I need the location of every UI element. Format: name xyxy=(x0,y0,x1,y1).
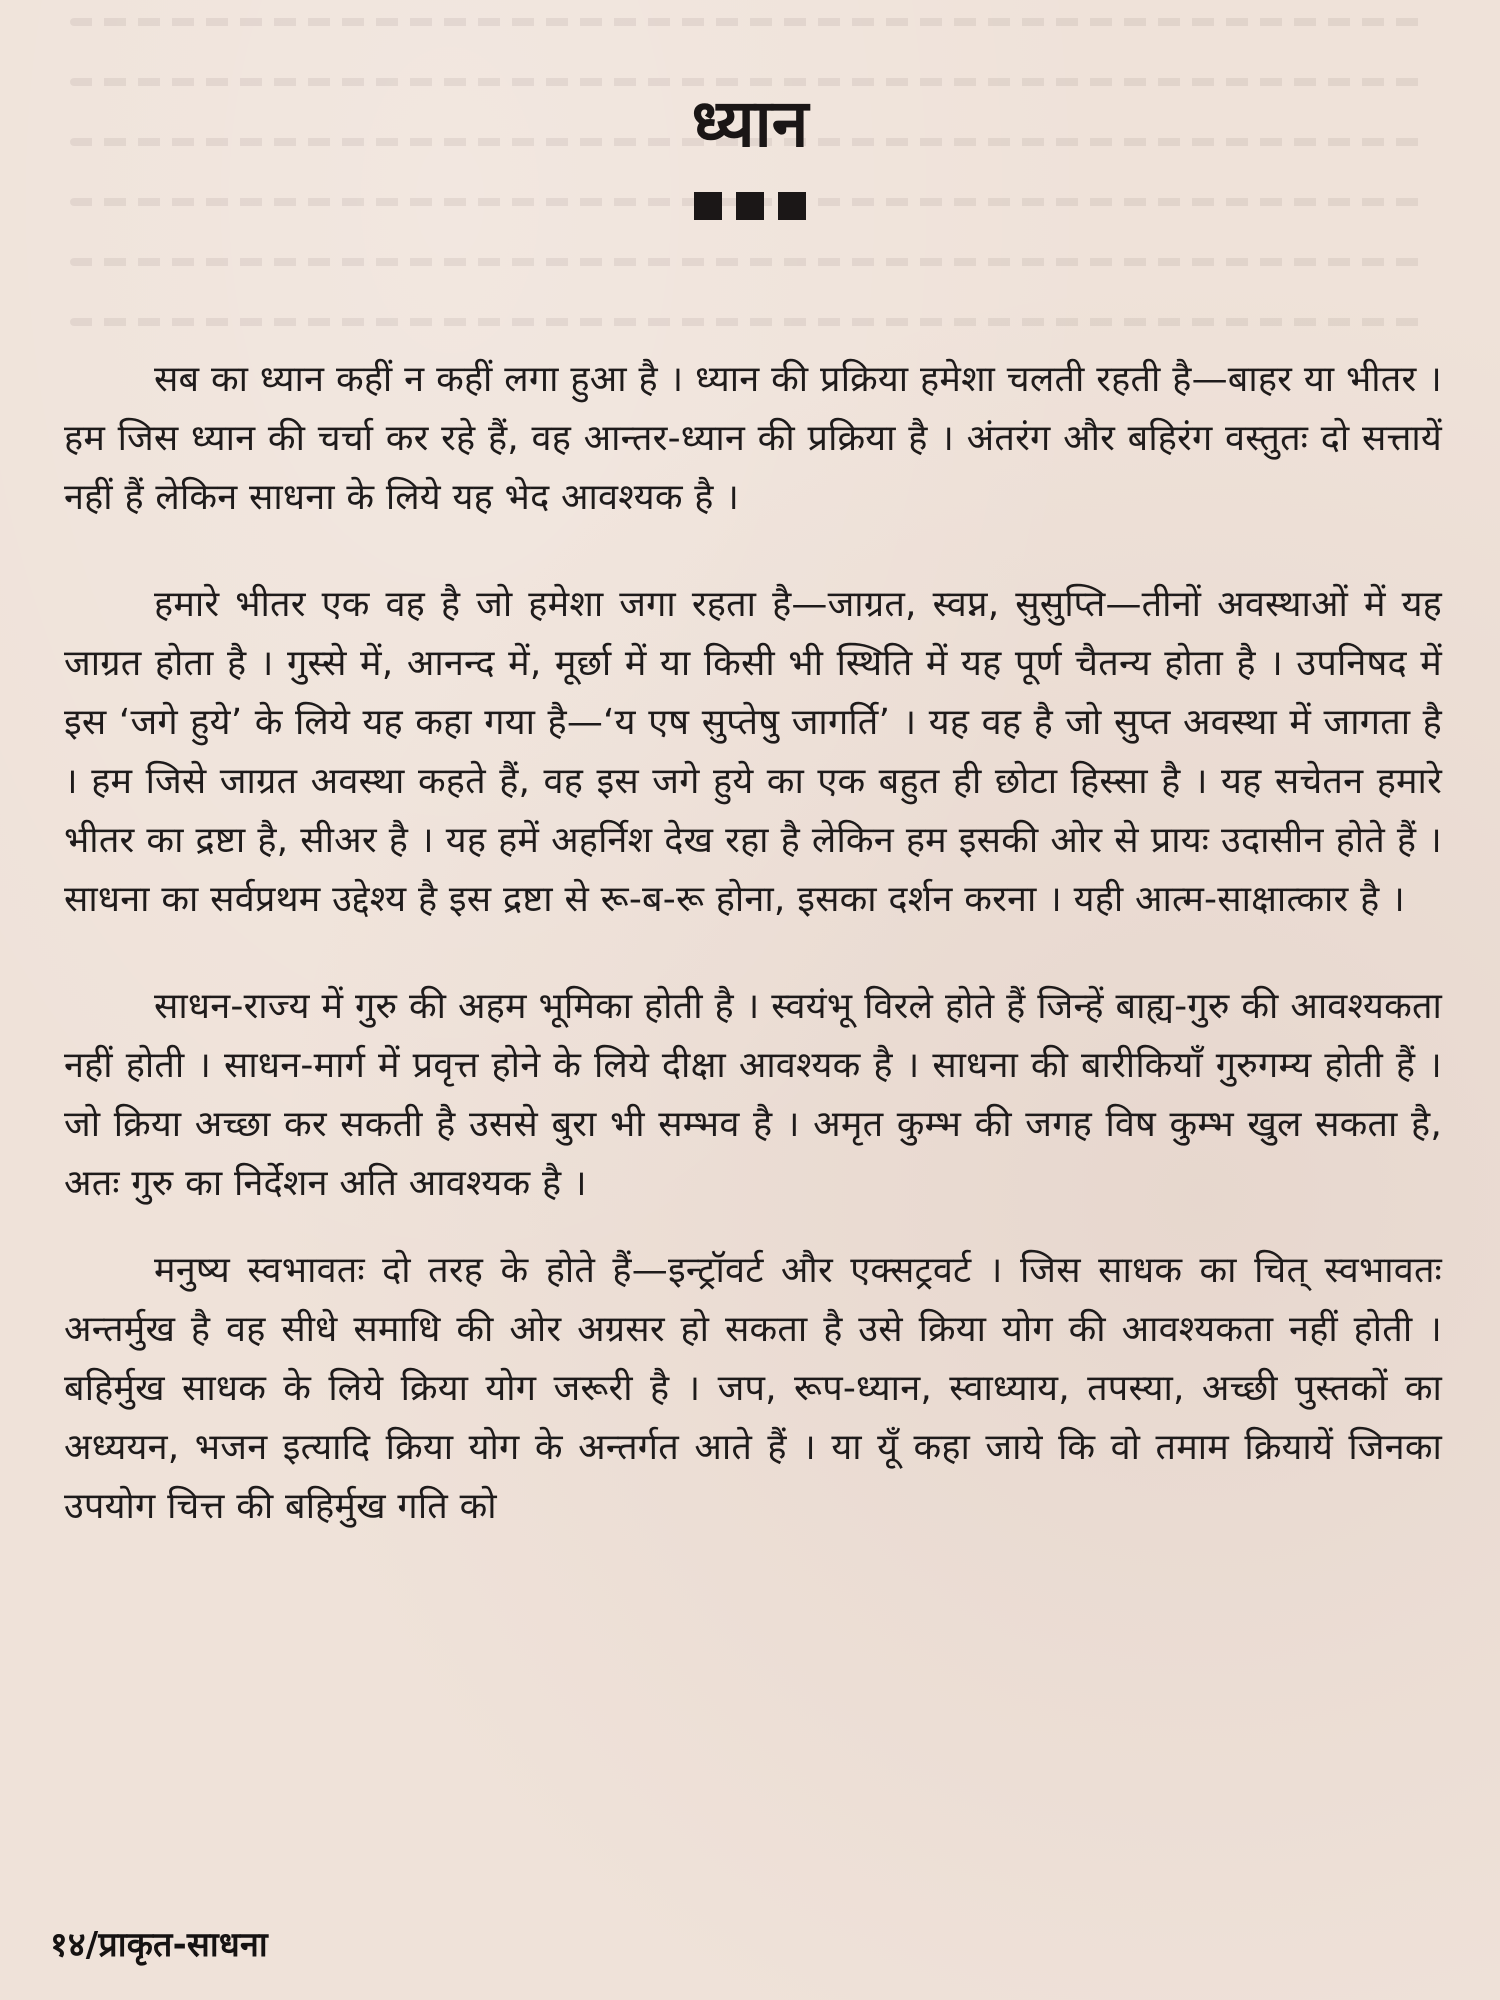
paragraph-2: हमारे भीतर एक वह है जो हमेशा जगा रहता है—जाग्रत, स्वप्न, सुसुप्ति—तीनों अवस्थाओं में यह जाग्रत होता है । गुस्से में, आनन्द में, मूर्छा में या किसी भी स्थिति में यह पूर्ण चैतन्य होता है । उपनिषद में इस ‘जगे हुये’ के लिये यह कहा गया है—‘य एष सुप्तेषु जागर्ति’ । यह वह है जो सुप्त अवस्था में जागता है । हम जिसे जाग्रत अवस्था कहते हैं, वह इस जगे हुये का एक बहुत ही छोटा हिस्सा है । यह सचेतन हमारे भीतर का द्रष्टा है, सीअर है । यह हमें अहर्निश देख रहा है लेकिन हम इसकी ओर से प्रायः उदासीन होते हैं । साधना का सर्वप्रथम उद्देश्य है इस द्रष्टा से रू-ब-रू होना, इसका दर्शन करना । यही आत्म-साक्षात्कार है । xyxy=(64,584,1442,920)
paragraph-3: साधन-राज्य में गुरु की अहम भूमिका होती है । स्वयंभू विरले होते हैं जिन्हें बाह्य-गुरु की आवश्यकता नहीं होती । साधन-मार्ग में प्रवृत्त होने के लिये दीक्षा आवश्यक है । साधना की बारीकियाँ गुरुगम्य होती हैं । जो क्रिया अच्छा कर सकती है उससे बुरा भी सम्भव है । अमृत कुम्भ की जगह विष कुम्भ खुल सकता है, अतः गुरु का निर्देशन अति आवश्यक है । xyxy=(64,986,1442,1204)
paragraph-4: मनुष्य स्वभावतः दो तरह के होते हैं—इन्ट्रॉवर्ट और एक्सट्रवर्ट । जिस साधक का चित् स्वभावतः अन्तर्मुख है वह सीधे समाधि की ओर अग्रसर हो सकता है उसे क्रिया योग की आवश्यकता नहीं होती । बहिर्मुख साधक के लिये क्रिया योग जरूरी है । जप, रूप-ध्यान, स्वाध्याय, तपस्या, अच्छी पुस्तकों का अध्ययन, भजन इत्यादि क्रिया योग के अन्तर्गत आते हैं । या यूँ कहा जाये कि वो तमाम क्रियायें जिनका उपयोग चित्त की बहिर्मुख गति को xyxy=(64,1250,1442,1527)
title-ornament xyxy=(0,192,1500,220)
ornament-square-icon xyxy=(736,192,764,220)
bleed-through-text xyxy=(70,18,1430,358)
page-body xyxy=(64,350,1442,1584)
paragraph-1: सब का ध्यान कहीं न कहीं लगा हुआ है । ध्यान की प्रक्रिया हमेशा चलती रहती है—बाहर या भीतर । हम जिस ध्यान की चर्चा कर रहे हैं, वह आन्तर-ध्यान की प्रक्रिया है । अंतरंग और बहिरंग वस्तुतः दो सत्तायें नहीं हैं लेकिन साधना के लिये यह भेद आवश्यक है । xyxy=(64,359,1442,518)
ornament-square-icon xyxy=(778,192,806,220)
page-footer: १४/प्राकृत-साधना xyxy=(50,1925,268,1965)
ornament-square-icon xyxy=(694,192,722,220)
page-title: ध्यान xyxy=(691,85,809,162)
